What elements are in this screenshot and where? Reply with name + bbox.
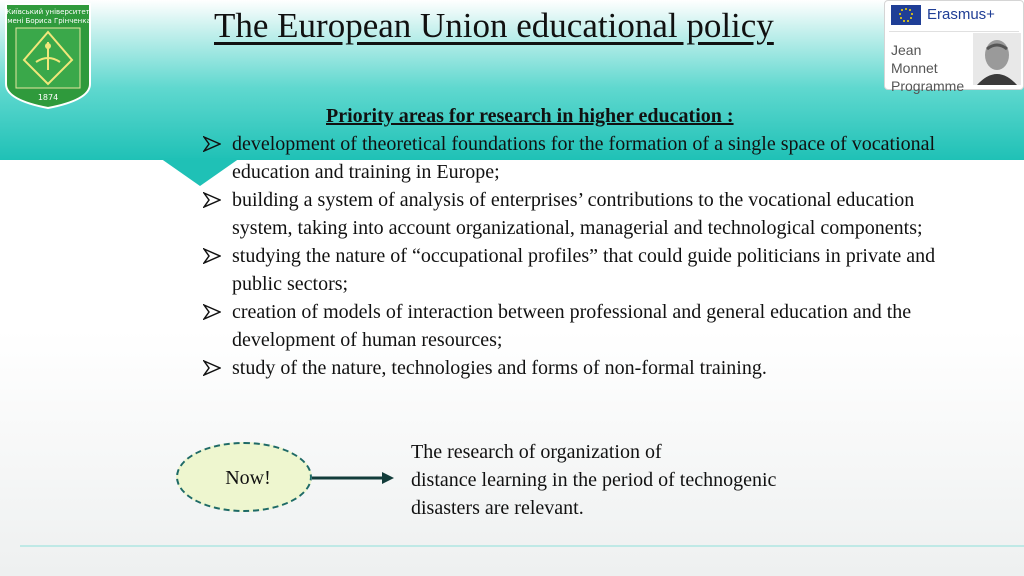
list-item bbox=[203, 354, 943, 382]
priority-list bbox=[203, 130, 943, 382]
list-item-text: development of theoretical foundations for the formation of a single space of vocational education and training in Europe; bbox=[232, 133, 936, 183]
main-content bbox=[203, 102, 943, 382]
arrow-bullet-icon bbox=[203, 192, 221, 208]
list-item bbox=[203, 298, 943, 354]
right-arrow-icon bbox=[312, 470, 396, 486]
list-item-text: creation of models of interaction between professional and general education and the development of human resources; bbox=[232, 301, 912, 351]
list-item bbox=[203, 242, 943, 298]
list-item-text: studying the nature of “occupational profiles” that could guide politicians in private and public sectors; bbox=[232, 245, 936, 295]
erasmus-jean-monnet-logo bbox=[884, 0, 1024, 94]
logo-text-line2: імені Бориса Грінченка bbox=[5, 17, 91, 25]
research-text-line1: The research of organization of bbox=[411, 441, 662, 463]
eu-flag-icon bbox=[891, 5, 921, 25]
arrow-bullet-icon bbox=[203, 360, 221, 376]
jean-monnet-label bbox=[891, 41, 965, 95]
jean-monnet-line2: Programme bbox=[891, 78, 965, 94]
portrait-image bbox=[973, 33, 1021, 85]
arrow-bullet-icon bbox=[203, 136, 221, 152]
list-item bbox=[203, 130, 943, 186]
section-heading: Priority areas for research in higher education : bbox=[326, 105, 734, 127]
now-oval bbox=[176, 442, 312, 512]
footer-divider bbox=[20, 545, 1024, 547]
research-text-line3: disasters are relevant. bbox=[411, 497, 584, 519]
arrow-bullet-icon bbox=[203, 304, 221, 320]
list-item bbox=[203, 186, 943, 242]
logo-divider bbox=[889, 31, 1019, 32]
research-text bbox=[411, 438, 871, 522]
list-item-text: building a system of analysis of enterprises’ contributions to the vocational education system, taking into account organizational, managerial and technological components; bbox=[232, 189, 923, 239]
university-logo bbox=[4, 2, 92, 110]
list-item-text: study of the nature, technologies and forms of non-formal training. bbox=[232, 357, 767, 379]
arrow-bullet-icon bbox=[203, 248, 221, 264]
jean-monnet-line1: Jean Monnet bbox=[891, 42, 938, 76]
logo-year: 1874 bbox=[37, 93, 59, 102]
logo-text-line1: Київський університет bbox=[6, 8, 90, 16]
now-label: Now! bbox=[225, 467, 271, 489]
research-text-line2: distance learning in the period of technogenic bbox=[411, 469, 777, 491]
erasmus-label: Erasmus+ bbox=[927, 6, 995, 23]
slide-title: The European Union educational policy bbox=[214, 6, 774, 45]
